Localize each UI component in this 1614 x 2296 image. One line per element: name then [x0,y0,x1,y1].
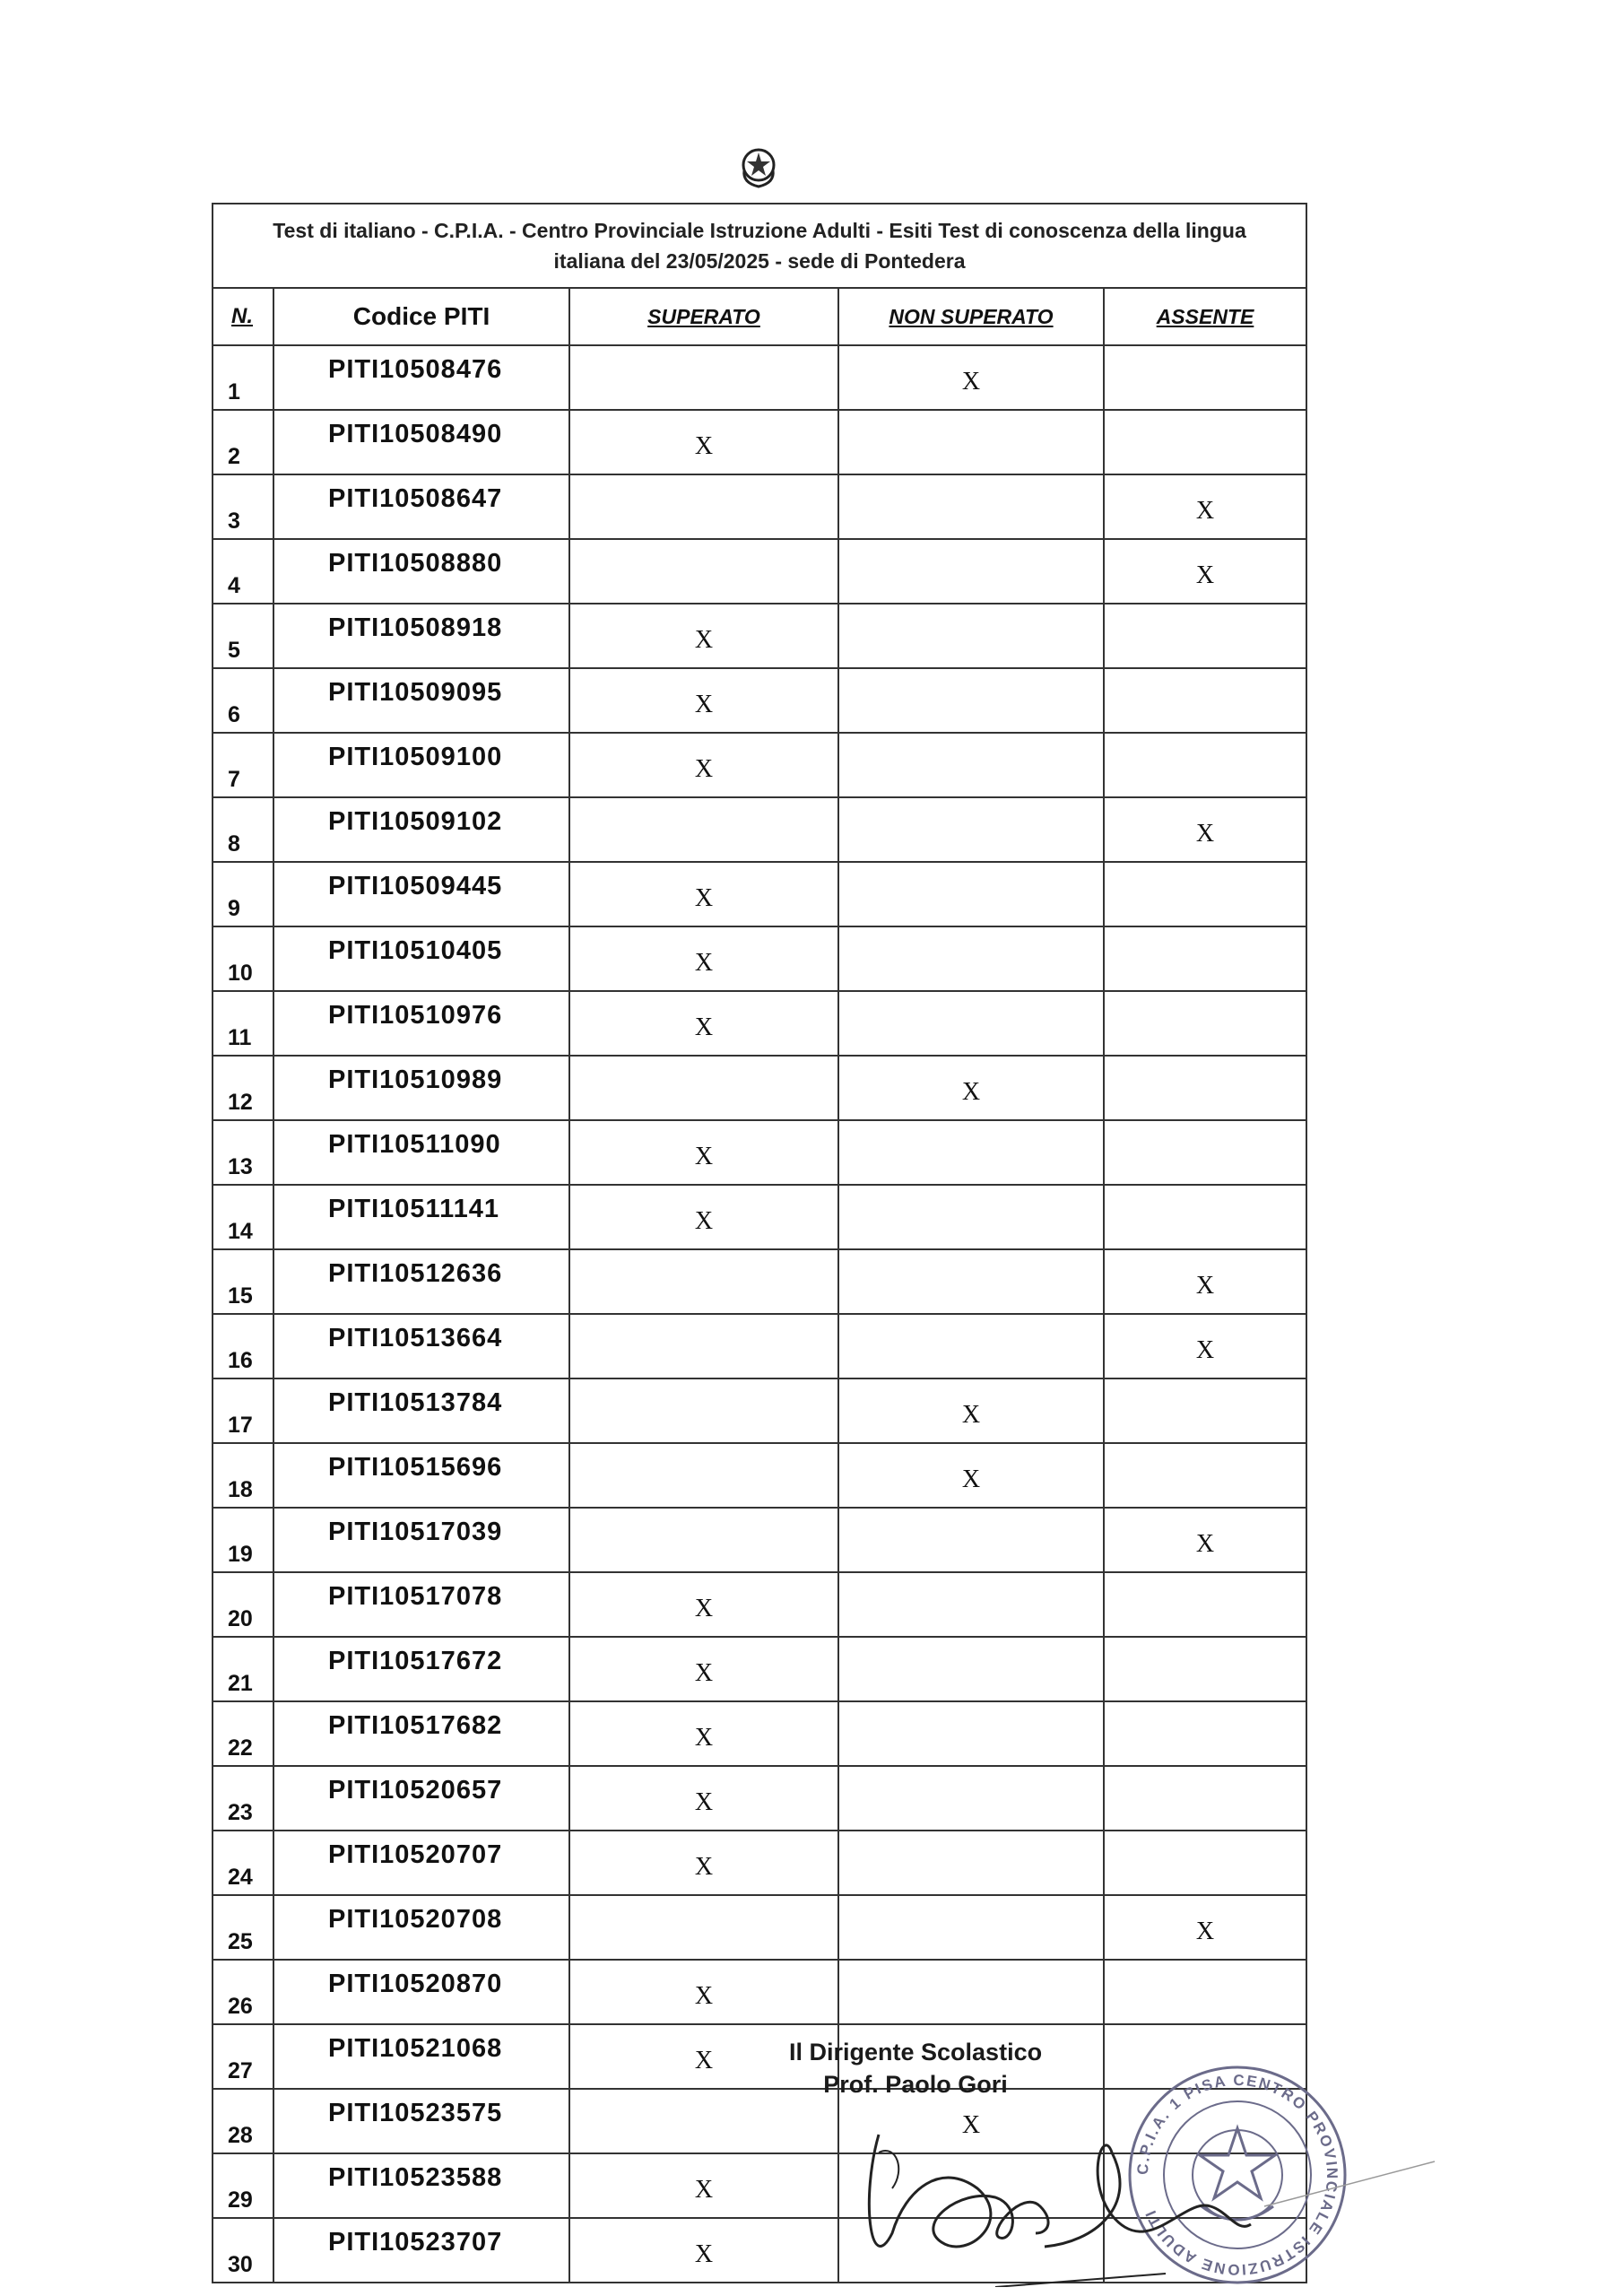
row-superato: X [569,410,838,474]
row-assente [1104,926,1306,991]
row-number: 29 [213,2153,273,2218]
row-code: PITI10517682 [273,1701,569,1766]
row-assente [1104,1120,1306,1185]
row-number: 19 [213,1508,273,1572]
row-code: PITI10510405 [273,926,569,991]
column-header-assente: ASSENTE [1104,288,1306,345]
row-superato: X [569,991,838,1056]
row-code: PITI10511090 [273,1120,569,1185]
row-number: 13 [213,1120,273,1185]
row-code: PITI10520708 [273,1895,569,1960]
row-superato: X [569,668,838,733]
row-number: 10 [213,926,273,991]
row-number: 12 [213,1056,273,1120]
column-header-non-superato: NON SUPERATO [838,288,1104,345]
row-assente: X [1104,1249,1306,1314]
row-assente: X [1104,539,1306,604]
row-superato [569,474,838,539]
row-non-superato [838,1701,1104,1766]
row-number: 6 [213,668,273,733]
row-non-superato [838,1120,1104,1185]
row-non-superato [838,1637,1104,1701]
table-row [213,1056,1306,1120]
row-code: PITI10523575 [273,2089,569,2153]
table-row [213,991,1306,1056]
table-row [213,668,1306,733]
row-code: PITI10508490 [273,410,569,474]
row-code: PITI10520657 [273,1766,569,1831]
row-assente [1104,1701,1306,1766]
row-superato: X [569,604,838,668]
row-non-superato [838,1508,1104,1572]
row-number: 7 [213,733,273,797]
row-superato: X [569,1831,838,1895]
row-code: PITI10523707 [273,2218,569,2283]
table-row [213,1766,1306,1831]
row-number: 30 [213,2218,273,2283]
row-assente [1104,410,1306,474]
row-number: 28 [213,2089,273,2153]
row-assente [1104,1443,1306,1508]
row-code: PITI10509102 [273,797,569,862]
column-header-code: Codice PITI [273,288,569,345]
row-code: PITI10515696 [273,1443,569,1508]
row-non-superato: X [838,2089,1104,2153]
column-header-superato: SUPERATO [569,288,838,345]
row-superato [569,1895,838,1960]
row-assente [1104,862,1306,926]
results-table [212,203,1307,2283]
row-assente [1104,1185,1306,1249]
row-code: PITI10508476 [273,345,569,410]
row-number: 18 [213,1443,273,1508]
table-row [213,1701,1306,1766]
row-assente [1104,1378,1306,1443]
row-number: 5 [213,604,273,668]
row-number: 9 [213,862,273,926]
table-row [213,539,1306,604]
row-number: 16 [213,1314,273,1378]
row-non-superato [838,926,1104,991]
row-non-superato [838,539,1104,604]
row-superato [569,1249,838,1314]
row-number: 26 [213,1960,273,2024]
handwritten-signature [843,2054,1471,2287]
row-number: 17 [213,1378,273,1443]
row-non-superato: X [838,1443,1104,1508]
row-code: PITI10521068 [273,2024,569,2089]
row-number: 11 [213,991,273,1056]
table-row [213,474,1306,539]
row-code: PITI10508880 [273,539,569,604]
republic-emblem-icon [737,144,780,190]
row-code: PITI10520707 [273,1831,569,1895]
table-row [213,410,1306,474]
table-row [213,1314,1306,1378]
table-row [213,862,1306,926]
row-non-superato [838,862,1104,926]
table-row [213,1508,1306,1572]
row-code: PITI10512636 [273,1249,569,1314]
row-code: PITI10509100 [273,733,569,797]
table-row [213,1572,1306,1637]
table-row [213,1443,1306,1508]
signature-role: Il Dirigente Scolastico [789,2039,1043,2066]
row-non-superato: X [838,1056,1104,1120]
row-code: PITI10509445 [273,862,569,926]
row-code: PITI10511141 [273,1185,569,1249]
row-code: PITI10517078 [273,1572,569,1637]
row-superato: X [569,1572,838,1637]
row-number: 20 [213,1572,273,1637]
table-title: Test di italiano - C.P.I.A. - Centro Provinciale Istruzione Adulti - Esiti Test di conoscenza della lingua italiana del 23/05/2025 - sede di Pontedera [213,204,1306,288]
table-row [213,733,1306,797]
row-superato: X [569,1960,838,2024]
row-number: 22 [213,1701,273,1766]
row-non-superato [838,1831,1104,1895]
row-non-superato [838,1314,1104,1378]
row-superato: X [569,1701,838,1766]
row-non-superato [838,1766,1104,1831]
row-assente: X [1104,474,1306,539]
table-row [213,1831,1306,1895]
row-assente [1104,1572,1306,1637]
table-row [213,1960,1306,2024]
row-assente [1104,345,1306,410]
row-assente [1104,668,1306,733]
row-superato: X [569,2024,838,2089]
table-row [213,1378,1306,1443]
row-non-superato [838,410,1104,474]
row-superato: X [569,1766,838,1831]
row-superato: X [569,2218,838,2283]
row-assente [1104,1056,1306,1120]
row-non-superato [838,797,1104,862]
row-number: 25 [213,1895,273,1960]
row-non-superato [838,474,1104,539]
row-assente [1104,991,1306,1056]
row-non-superato [838,1895,1104,1960]
row-number: 23 [213,1766,273,1831]
row-non-superato [838,733,1104,797]
row-assente [1104,1831,1306,1895]
row-code: PITI10517672 [273,1637,569,1701]
row-non-superato [838,1249,1104,1314]
table-row [213,1637,1306,1701]
row-non-superato [838,668,1104,733]
row-assente [1104,1637,1306,1701]
row-superato: X [569,1637,838,1701]
table-row [213,926,1306,991]
row-number: 15 [213,1249,273,1314]
stamp-text: C.P.I.A. 1 PISA CENTRO PROVINCIALE ISTRUZIONE ADULTI [1133,2071,1341,2279]
row-superato: X [569,2153,838,2218]
table-row [213,345,1306,410]
row-number: 3 [213,474,273,539]
row-assente [1104,1960,1306,2024]
signature-name: Prof. Paolo Gori [823,2071,1008,2098]
row-assente: X [1104,1314,1306,1378]
column-header-number: N. [213,288,273,345]
row-assente: X [1104,797,1306,862]
row-assente: X [1104,1895,1306,1960]
row-number: 14 [213,1185,273,1249]
row-code: PITI10520870 [273,1960,569,2024]
row-superato: X [569,733,838,797]
row-code: PITI10509095 [273,668,569,733]
table-row [213,1185,1306,1249]
row-code: PITI10513664 [273,1314,569,1378]
row-superato: X [569,1120,838,1185]
row-superato [569,1378,838,1443]
row-code: PITI10523588 [273,2153,569,2218]
row-superato [569,797,838,862]
table-row [213,1895,1306,1960]
row-superato [569,1508,838,1572]
row-code: PITI10517039 [273,1508,569,1572]
row-number: 21 [213,1637,273,1701]
row-superato [569,1314,838,1378]
table-row [213,1249,1306,1314]
row-non-superato: X [838,345,1104,410]
row-superato [569,1056,838,1120]
row-code: PITI10508647 [273,474,569,539]
row-assente [1104,1766,1306,1831]
row-non-superato [838,604,1104,668]
row-assente [1104,604,1306,668]
row-number: 27 [213,2024,273,2089]
row-number: 1 [213,345,273,410]
table-row [213,797,1306,862]
row-non-superato [838,1960,1104,2024]
row-number: 4 [213,539,273,604]
row-assente: X [1104,1508,1306,1572]
row-superato: X [569,1185,838,1249]
row-superato [569,345,838,410]
row-superato [569,1443,838,1508]
table-row [213,604,1306,668]
table-row [213,1120,1306,1185]
row-number: 2 [213,410,273,474]
row-code: PITI10510989 [273,1056,569,1120]
row-superato: X [569,926,838,991]
row-code: PITI10508918 [273,604,569,668]
row-superato: X [569,862,838,926]
row-non-superato [838,1572,1104,1637]
row-assente [1104,733,1306,797]
row-number: 8 [213,797,273,862]
row-code: PITI10510976 [273,991,569,1056]
row-number: 24 [213,1831,273,1895]
row-superato [569,539,838,604]
row-non-superato [838,991,1104,1056]
row-non-superato: X [838,1378,1104,1443]
row-code: PITI10513784 [273,1378,569,1443]
row-non-superato [838,1185,1104,1249]
